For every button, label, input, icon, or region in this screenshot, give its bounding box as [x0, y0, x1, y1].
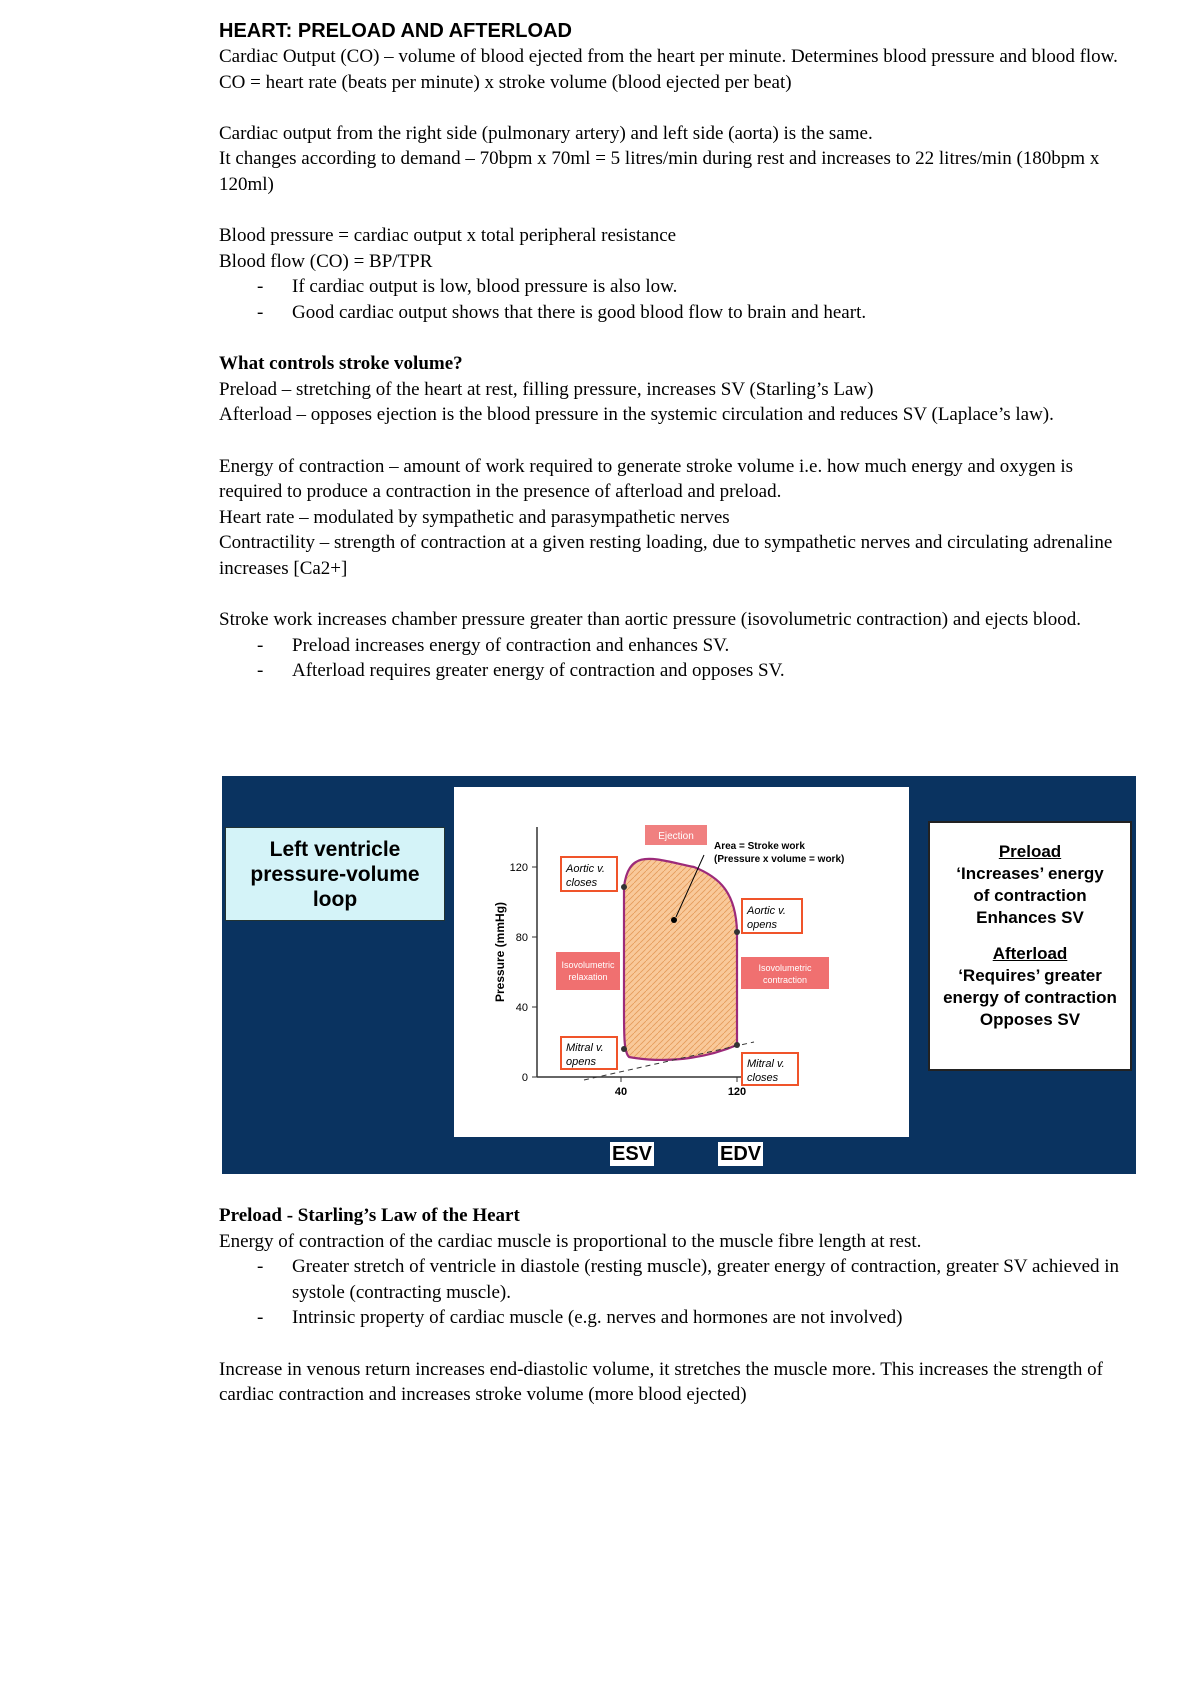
y-tick-label: 80	[515, 932, 528, 944]
figure-title-line: pressure-volume	[250, 862, 420, 886]
figure-title-line: Left ventricle	[269, 837, 401, 861]
preload-line: ‘Increases’ energy	[956, 864, 1104, 883]
annotation-text: Isovolumetric	[561, 960, 615, 970]
paragraph: Stroke work increases chamber pressure greater than aortic pressure (isovolumetric contraction) and ejects blood.	[219, 609, 1082, 631]
section-heading: Preload - Starling’s Law of the Heart	[219, 1205, 520, 1226]
ejection-label: Ejection	[658, 831, 694, 842]
afterload-line: Opposes SV	[979, 1010, 1081, 1029]
paragraph: It changes according to demand – 70bpm x 70ml = 5 litres/min during rest and increases to 22 litres/min (180bpm x 120ml)	[219, 148, 1100, 195]
bullet-list	[219, 274, 1134, 325]
paragraph: Blood pressure = cardiac output x total peripheral resistance	[219, 225, 677, 247]
annotation-text: closes	[747, 1072, 779, 1084]
paragraph: Preload – stretching of the heart at rest, filling pressure, increases SV (Starling’s Law)	[219, 378, 874, 400]
section-heading: What controls stroke volume?	[219, 353, 463, 375]
area-label: Area = Stroke work	[714, 841, 805, 852]
annotation-text: Mitral v.	[747, 1058, 785, 1070]
paragraph: Cardiac output from the right side (pulmonary artery) and left side (aorta) is the same.	[219, 122, 873, 144]
list-item: - Preload increases energy of contraction and enhances SV.	[219, 633, 1134, 659]
iso-relaxation-box	[556, 952, 620, 990]
x-tick-label: 40	[614, 1086, 628, 1098]
annotation-text: contraction	[762, 975, 808, 985]
pv-loop-svg	[454, 787, 909, 1137]
preload-line: of contraction	[973, 886, 1087, 905]
esv-label: ESV	[612, 1143, 653, 1165]
y-axis-label: Pressure (mmHg)	[493, 901, 507, 1003]
document-body-lower	[219, 1203, 1134, 1408]
x-tick-label: 120	[727, 1086, 747, 1098]
preload-line: Enhances SV	[976, 908, 1084, 927]
afterload-heading: Afterload	[992, 944, 1068, 963]
paragraph: Afterload – opposes ejection is the blood pressure in the systemic circulation and reduces SV (Laplace’s law).	[219, 404, 1054, 426]
annotation-text: opens	[566, 1056, 596, 1068]
list-item: - Afterload requires greater energy of contraction and opposes SV.	[219, 658, 1134, 684]
paragraph: Energy of contraction – amount of work required to generate stroke volume i.e. how much energy and oxygen is required to produce a contraction in the presence of afterload and preload.	[219, 455, 1074, 503]
paragraph: Cardiac Output (CO) – volume of blood ejected from the heart per minute. Determines blood pressure and blood flow.	[219, 46, 1118, 67]
annotation-text: Isovolumetric	[758, 963, 812, 973]
annotation-text: relaxation	[568, 972, 608, 982]
y-tick-label: 0	[521, 1072, 528, 1084]
annotation-text: Aortic v.	[747, 905, 786, 917]
figure-title-box	[225, 827, 445, 921]
bullet-list	[219, 1254, 1134, 1331]
list-item: - Good cardiac output shows that there is good blood flow to brain and heart.	[219, 300, 1134, 326]
bullet-list	[219, 633, 1134, 684]
afterload-line: energy of contraction	[943, 988, 1117, 1007]
paragraph: Contractility – strength of contraction at a given resting loading, due to sympathetic nerves and circulating adrenaline increases [Ca2+]	[219, 532, 1113, 579]
preload-heading: Preload	[998, 842, 1062, 861]
annotation-text: opens	[747, 919, 777, 931]
paragraph: Increase in venous return increases end-diastolic volume, it stretches the muscle more. This increases the strength of cardiac contraction and increases stroke volume (more blood ejected)	[219, 1358, 1103, 1406]
pv-loop-plot	[454, 787, 909, 1137]
pv-loop	[624, 859, 737, 1060]
pv-loop-figure	[222, 776, 1136, 1174]
document-body	[219, 18, 1134, 684]
paragraph: CO = heart rate (beats per minute) x stroke volume (blood ejected per beat)	[219, 71, 792, 93]
preload-afterload-box	[928, 821, 1132, 1071]
y-tick-label: 40	[515, 1002, 528, 1014]
edv-label: EDV	[720, 1143, 762, 1165]
list-item: - If cardiac output is low, blood pressure is also low.	[219, 274, 1134, 300]
paragraph: Blood flow (CO) = BP/TPR	[219, 250, 433, 272]
figure-title-line: loop	[312, 887, 358, 911]
list-item: - Intrinsic property of cardiac muscle (e.g. nerves and hormones are not involved)	[219, 1305, 1134, 1331]
area-label: (Pressure x volume = work)	[714, 854, 845, 865]
list-item: - Greater stretch of ventricle in diastole (resting muscle), greater energy of contraction, greater SV achieved in systole (contracting muscle).	[219, 1254, 1134, 1305]
annotation-text: Mitral v.	[566, 1042, 604, 1054]
annotation-text: closes	[566, 877, 598, 889]
page-title: HEART: PRELOAD AND AFTERLOAD	[219, 20, 572, 42]
paragraph: Energy of contraction of the cardiac muscle is proportional to the muscle fibre length at rest.	[219, 1230, 922, 1252]
annotation-text: Aortic v.	[566, 863, 605, 875]
y-tick-label: 120	[509, 862, 528, 874]
afterload-line: ‘Requires’ greater	[958, 966, 1102, 985]
paragraph: Heart rate – modulated by sympathetic and parasympathetic nerves	[219, 506, 730, 528]
